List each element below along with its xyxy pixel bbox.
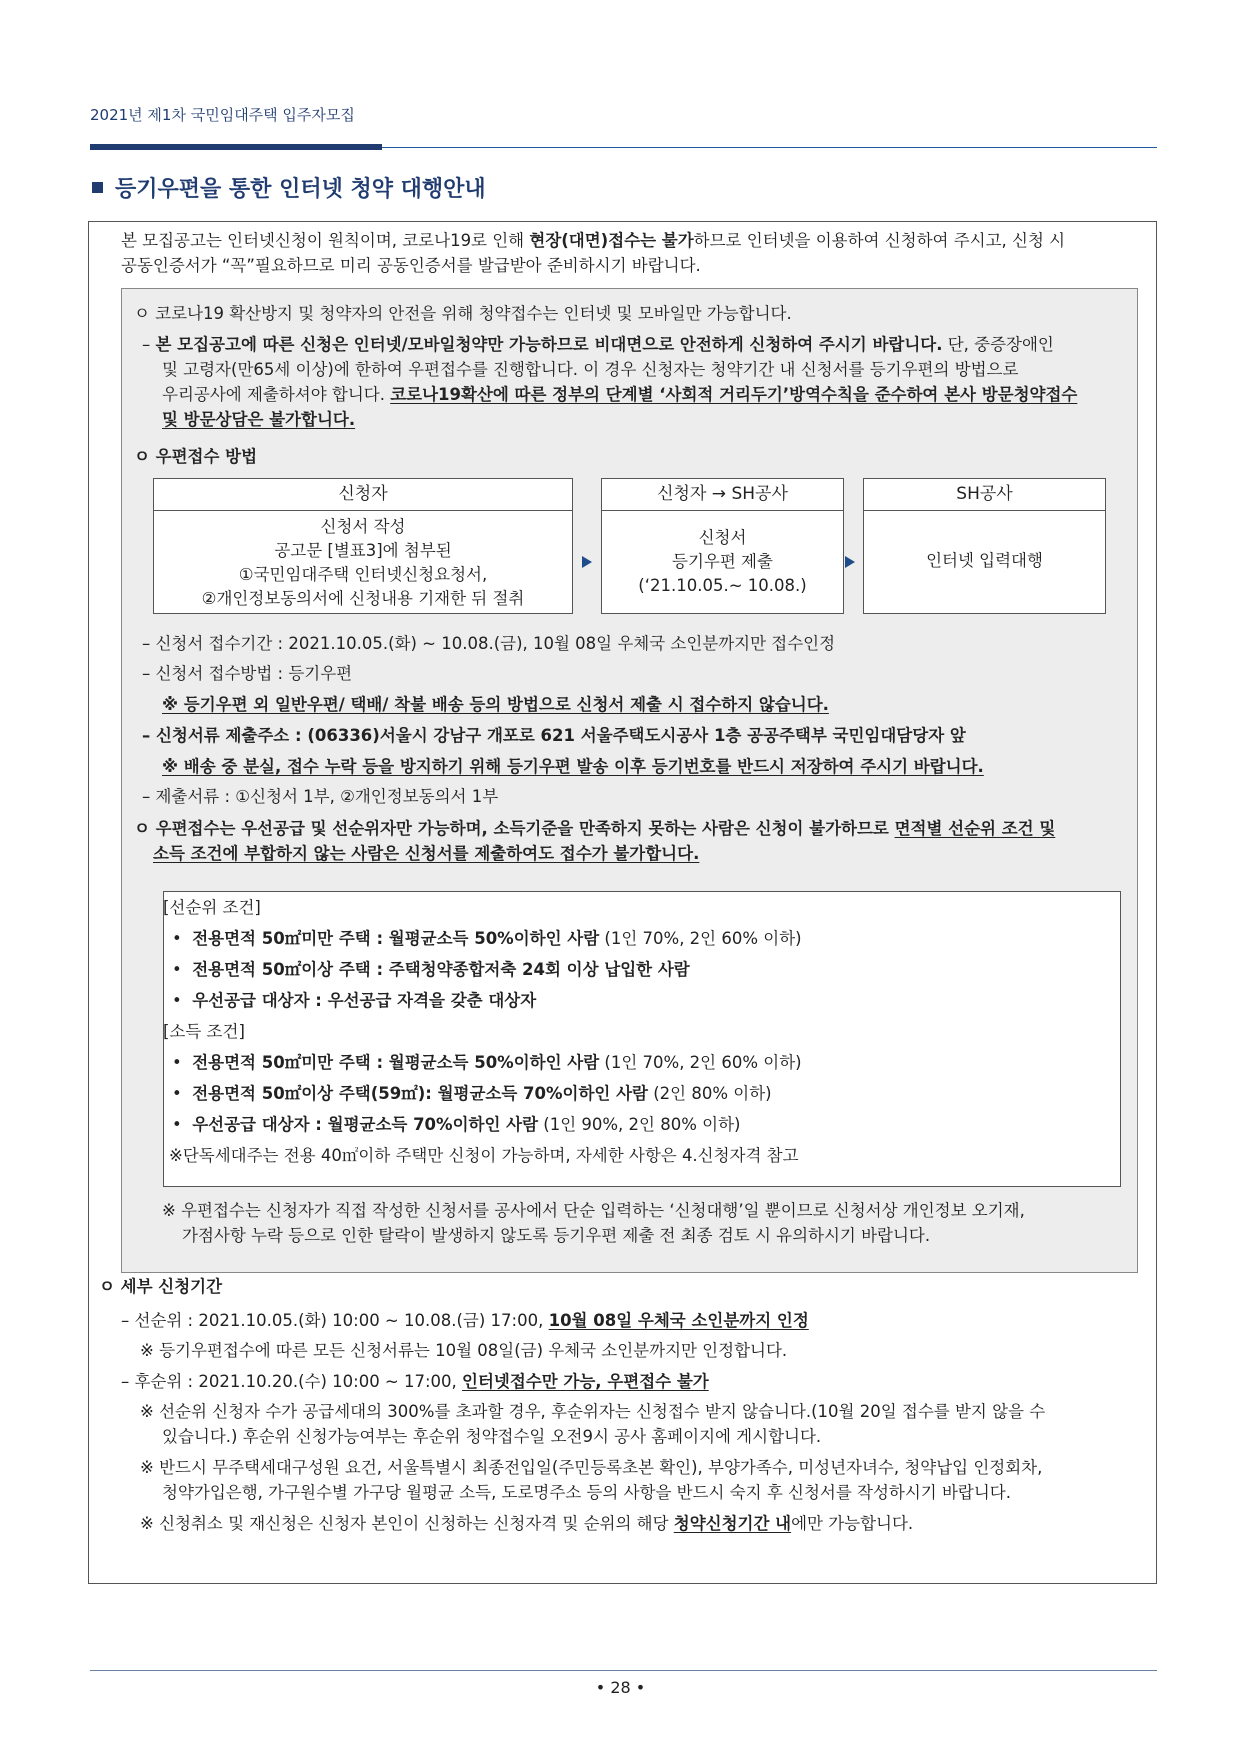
condition-detail: (1인 70%, 2인 60% 이하) bbox=[599, 1053, 802, 1072]
dash: – bbox=[142, 335, 156, 354]
header-accent-bar bbox=[90, 144, 382, 150]
arrow-right-icon bbox=[845, 556, 855, 568]
flow-step-header: 신청자 → SH공사 bbox=[602, 479, 843, 511]
requirements-note-line-1: ※ 반드시 무주택세대구성원 요건, 서울특별시 최종전입일(주민등록초본 확인), 부양가족수, 미성년자녀수, 청약납입 인정회차, bbox=[140, 1458, 1043, 1477]
intro-text: 본 모집공고는 인터넷신청이 원칙이며, 코로나19로 인해 bbox=[121, 231, 530, 250]
second-priority-note-line-2: 있습니다.) 후순위 신청가능여부는 후순위 청약접수일 오전9시 공사 홈페이지에 게시합니다. bbox=[162, 1427, 822, 1446]
footer-rule bbox=[90, 1670, 1157, 1671]
flow-step-line: (‘21.10.05.~ 10.08.) bbox=[638, 576, 807, 595]
second-priority-emphasis: 인터넷접수만 가능, 우편접수 불가 bbox=[462, 1372, 709, 1391]
mail-eligibility-line-1 bbox=[142, 332, 1054, 357]
flow-step-applicant bbox=[153, 478, 573, 614]
condition-main: 전용면적 50㎡미만 주택 : 월평균소득 50%이하인 사람 bbox=[192, 929, 600, 948]
flow-step-header: 신청자 bbox=[154, 479, 572, 511]
method-line: – 신청서 접수방법 : 등기우편 bbox=[142, 664, 353, 683]
flow-step-line: 신청서 작성 bbox=[320, 517, 406, 536]
flow-step-line: ①국민임대주택 인터넷신청요청서, bbox=[238, 565, 488, 584]
first-priority-note: ※ 등기우편접수에 따른 모든 신청서류는 10월 08일(금) 우체국 소인분까지만 인정합니다. bbox=[140, 1341, 788, 1360]
flow-step-sh bbox=[863, 478, 1106, 614]
second-priority-note-line-1: ※ 선순위 신청자 수가 공급세대의 300%를 초과할 경우, 후순위자는 신청접수 받지 않습니다.(10월 20일 접수를 받지 않을 수 bbox=[140, 1402, 1046, 1421]
income-condition-item: • 우선공급 대상자 : 월평균소득 70%이하인 사람 (1인 90%, 2인 80% 이하) bbox=[172, 1115, 741, 1134]
condition-main: 우선공급 대상자 : 우선공급 자격을 갖춘 대상자 bbox=[192, 991, 537, 1010]
first-priority-text: – 선순위 : 2021.10.05.(화) 10:00 ~ 10.08.(금) 17:00, bbox=[121, 1311, 549, 1330]
priority-condition-title: [선순위 조건] bbox=[163, 898, 261, 917]
tracking-warning: ※ 배송 중 분실, 접수 누락 등을 방지하기 위해 등기우편 발송 이후 등기번호를 반드시 저장하여 주시기 바랍니다. bbox=[162, 757, 984, 776]
other-mail-warning: ※ 등기우편 외 일반우편/ 택배/ 착불 배송 등의 방법으로 신청서 제출 시 접수하지 않습니다. bbox=[162, 695, 829, 714]
priority-condition-item: • 전용면적 50㎡이상 주택 : 주택청약종합저축 24회 이상 납입한 사람 bbox=[172, 960, 690, 979]
second-priority-text: – 후순위 : 2021.10.20.(수) 10:00 ~ 17:00, bbox=[121, 1372, 463, 1391]
condition-main: 전용면적 50㎡이상 주택(59㎡): 월평균소득 70%이하인 사람 bbox=[192, 1084, 648, 1103]
flow-step-submit bbox=[601, 478, 844, 614]
flow-step-line: 신청서 bbox=[698, 528, 747, 547]
arrow-right-icon bbox=[582, 556, 592, 568]
square-bullet-icon bbox=[92, 182, 103, 193]
condition-detail: (1인 90%, 2인 80% 이하) bbox=[538, 1115, 741, 1134]
submit-address: – 신청서류 제출주소 : (06336)서울시 강남구 개포로 621 서울주택도시공사 1층 공공주택부 국민임대담당자 앞 bbox=[142, 726, 966, 745]
income-condition-item: • 전용면적 50㎡이상 주택(59㎡): 월평균소득 70%이하인 사람 (2인 80% 이하) bbox=[172, 1084, 772, 1103]
mail-eligibility-line-3 bbox=[162, 382, 1077, 407]
flow-step-line: 등기우편 제출 bbox=[672, 552, 773, 571]
distancing-emphasis: 코로나19확산에 따른 정부의 단계별 ‘사회적 거리두기’방역수칙을 준수하여 본사 방문청약접수 bbox=[390, 385, 1078, 404]
page-number: • 28 • bbox=[595, 1678, 646, 1697]
condition-main: 전용면적 50㎡미만 주택 : 월평균소득 50%이하인 사람 bbox=[192, 1053, 600, 1072]
flow-step-body: 인터넷 입력대행 bbox=[926, 551, 1043, 570]
condition-main: 우선공급 대상자 : 월평균소득 70%이하인 사람 bbox=[192, 1115, 539, 1134]
mail-eligibility-line-2: 및 고령자(만65세 이상)에 한하여 우편접수를 진행합니다. 이 경우 신청자는 청약기간 내 신청서를 등기우편의 방법으로 bbox=[162, 360, 1019, 379]
eligibility-text: 우리공사에 제출하셔야 합니다. bbox=[162, 385, 391, 404]
intro-line-1 bbox=[121, 228, 1065, 253]
intro-text-cont: 하므로 인터넷을 이용하여 신청하여 주시고, 신청 시 bbox=[693, 231, 1066, 250]
flow-step-line: ②개인정보동의서에 신청내용 기재한 뒤 절취 bbox=[201, 589, 525, 608]
condition-main: 전용면적 50㎡이상 주택 : 주택청약종합저축 24회 이상 납입한 사람 bbox=[192, 960, 690, 979]
mail-method-heading: ㅇ 우편접수 방법 bbox=[134, 447, 258, 466]
first-priority-line bbox=[121, 1308, 809, 1333]
priority-notice-line-2: 소득 조건에 부합하지 않는 사람은 신청서를 제출하여도 접수가 불가합니다. bbox=[153, 844, 700, 863]
documents-line: – 제출서류 : ①신청서 1부, ②개인정보동의서 1부 bbox=[142, 787, 499, 806]
detail-period-heading: ㅇ 세부 신청기간 bbox=[99, 1277, 223, 1296]
flow-step-header: SH공사 bbox=[864, 479, 1105, 511]
cancel-note bbox=[140, 1511, 913, 1536]
period-line: – 신청서 접수기간 : 2021.10.05.(화) ~ 10.08.(금), 10월 08일 우체국 소인분까지만 접수인정 bbox=[142, 634, 836, 653]
single-household-note: ※단독세대주는 전용 40㎡이하 주택만 신청이 가능하며, 자세한 사항은 4.신청자격 참고 bbox=[169, 1146, 799, 1165]
income-condition-title: [소득 조건] bbox=[163, 1022, 245, 1041]
condition-detail: (1인 70%, 2인 60% 이하) bbox=[599, 929, 802, 948]
covid-notice: ㅇ 코로나19 확산방지 및 청약자의 안전을 위해 청약접수는 인터넷 및 모바일만 가능합니다. bbox=[134, 304, 792, 323]
requirements-note-line-2: 청약가입은행, 가구원수별 가구당 월평균 소득, 도로명주소 등의 사항을 반드시 숙지 후 신청서를 작성하시기 바랍니다. bbox=[162, 1483, 1011, 1502]
flow-step-body bbox=[154, 511, 572, 611]
online-only-emphasis: 본 모집공고에 따른 신청은 인터넷/모바일청약만 가능하므로 비대면으로 안전하게 신청하여 주시기 바랍니다. bbox=[155, 335, 943, 354]
intro-emphasis: 현장(대면)접수는 불가 bbox=[529, 231, 694, 250]
proxy-note-line-1: ※ 우편접수는 신청자가 직접 작성한 신청서를 공사에서 단순 입력하는 ‘신청대행’일 뿐이므로 신청서상 개인정보 오기재, bbox=[162, 1201, 1025, 1220]
first-priority-emphasis: 10월 08일 우체국 소인분까지 인정 bbox=[548, 1311, 809, 1330]
flow-step-body bbox=[602, 511, 843, 598]
income-condition-item: • 전용면적 50㎡미만 주택 : 월평균소득 50%이하인 사람 (1인 70%, 2인 60% 이하) bbox=[172, 1053, 802, 1072]
flow-step-line: 공고문 [별표3]에 첨부된 bbox=[274, 541, 452, 560]
eligibility-text: 단, 중증장애인 bbox=[942, 335, 1054, 354]
section-title bbox=[92, 172, 486, 203]
condition-detail: (2인 80% 이하) bbox=[647, 1084, 772, 1103]
proxy-note-line-2: 가점사항 누락 등으로 인한 탈락이 발생하지 않도록 등기우편 제출 전 최종 검토 시 유의하시기 바랍니다. bbox=[182, 1226, 931, 1245]
cancel-text-cont: 에만 가능합니다. bbox=[791, 1514, 914, 1533]
section-title-text: 등기우편을 통한 인터넷 청약 대행안내 bbox=[115, 177, 486, 202]
priority-text: ㅇ 우편접수는 우선공급 및 선순위자만 가능하며, 소득기준을 만족하지 못하는 사람은 신청이 불가하므로 bbox=[134, 819, 895, 838]
priority-condition-item: • 전용면적 50㎡미만 주택 : 월평균소득 50%이하인 사람 (1인 70%, 2인 60% 이하) bbox=[172, 929, 802, 948]
intro-line-2: 공동인증서가 “꼭”필요하므로 미리 공동인증서를 발급받아 준비하시기 바랍니다. bbox=[121, 256, 701, 275]
header-title: 2021년 제1차 국민임대주택 입주자모집 bbox=[90, 106, 355, 124]
mail-eligibility-line-4: 및 방문상담은 불가합니다. bbox=[162, 410, 356, 429]
priority-emphasis: 면적별 선순위 조건 및 bbox=[894, 819, 1056, 838]
cancel-emphasis: 청약신청기간 내 bbox=[673, 1514, 792, 1533]
priority-condition-item: • 우선공급 대상자 : 우선공급 자격을 갖춘 대상자 bbox=[172, 991, 537, 1010]
cancel-text: ※ 신청취소 및 재신청은 신청자 본인이 신청하는 신청자격 및 순위의 해당 bbox=[140, 1514, 674, 1533]
priority-notice-line-1 bbox=[134, 816, 1055, 841]
second-priority-line bbox=[121, 1369, 709, 1394]
